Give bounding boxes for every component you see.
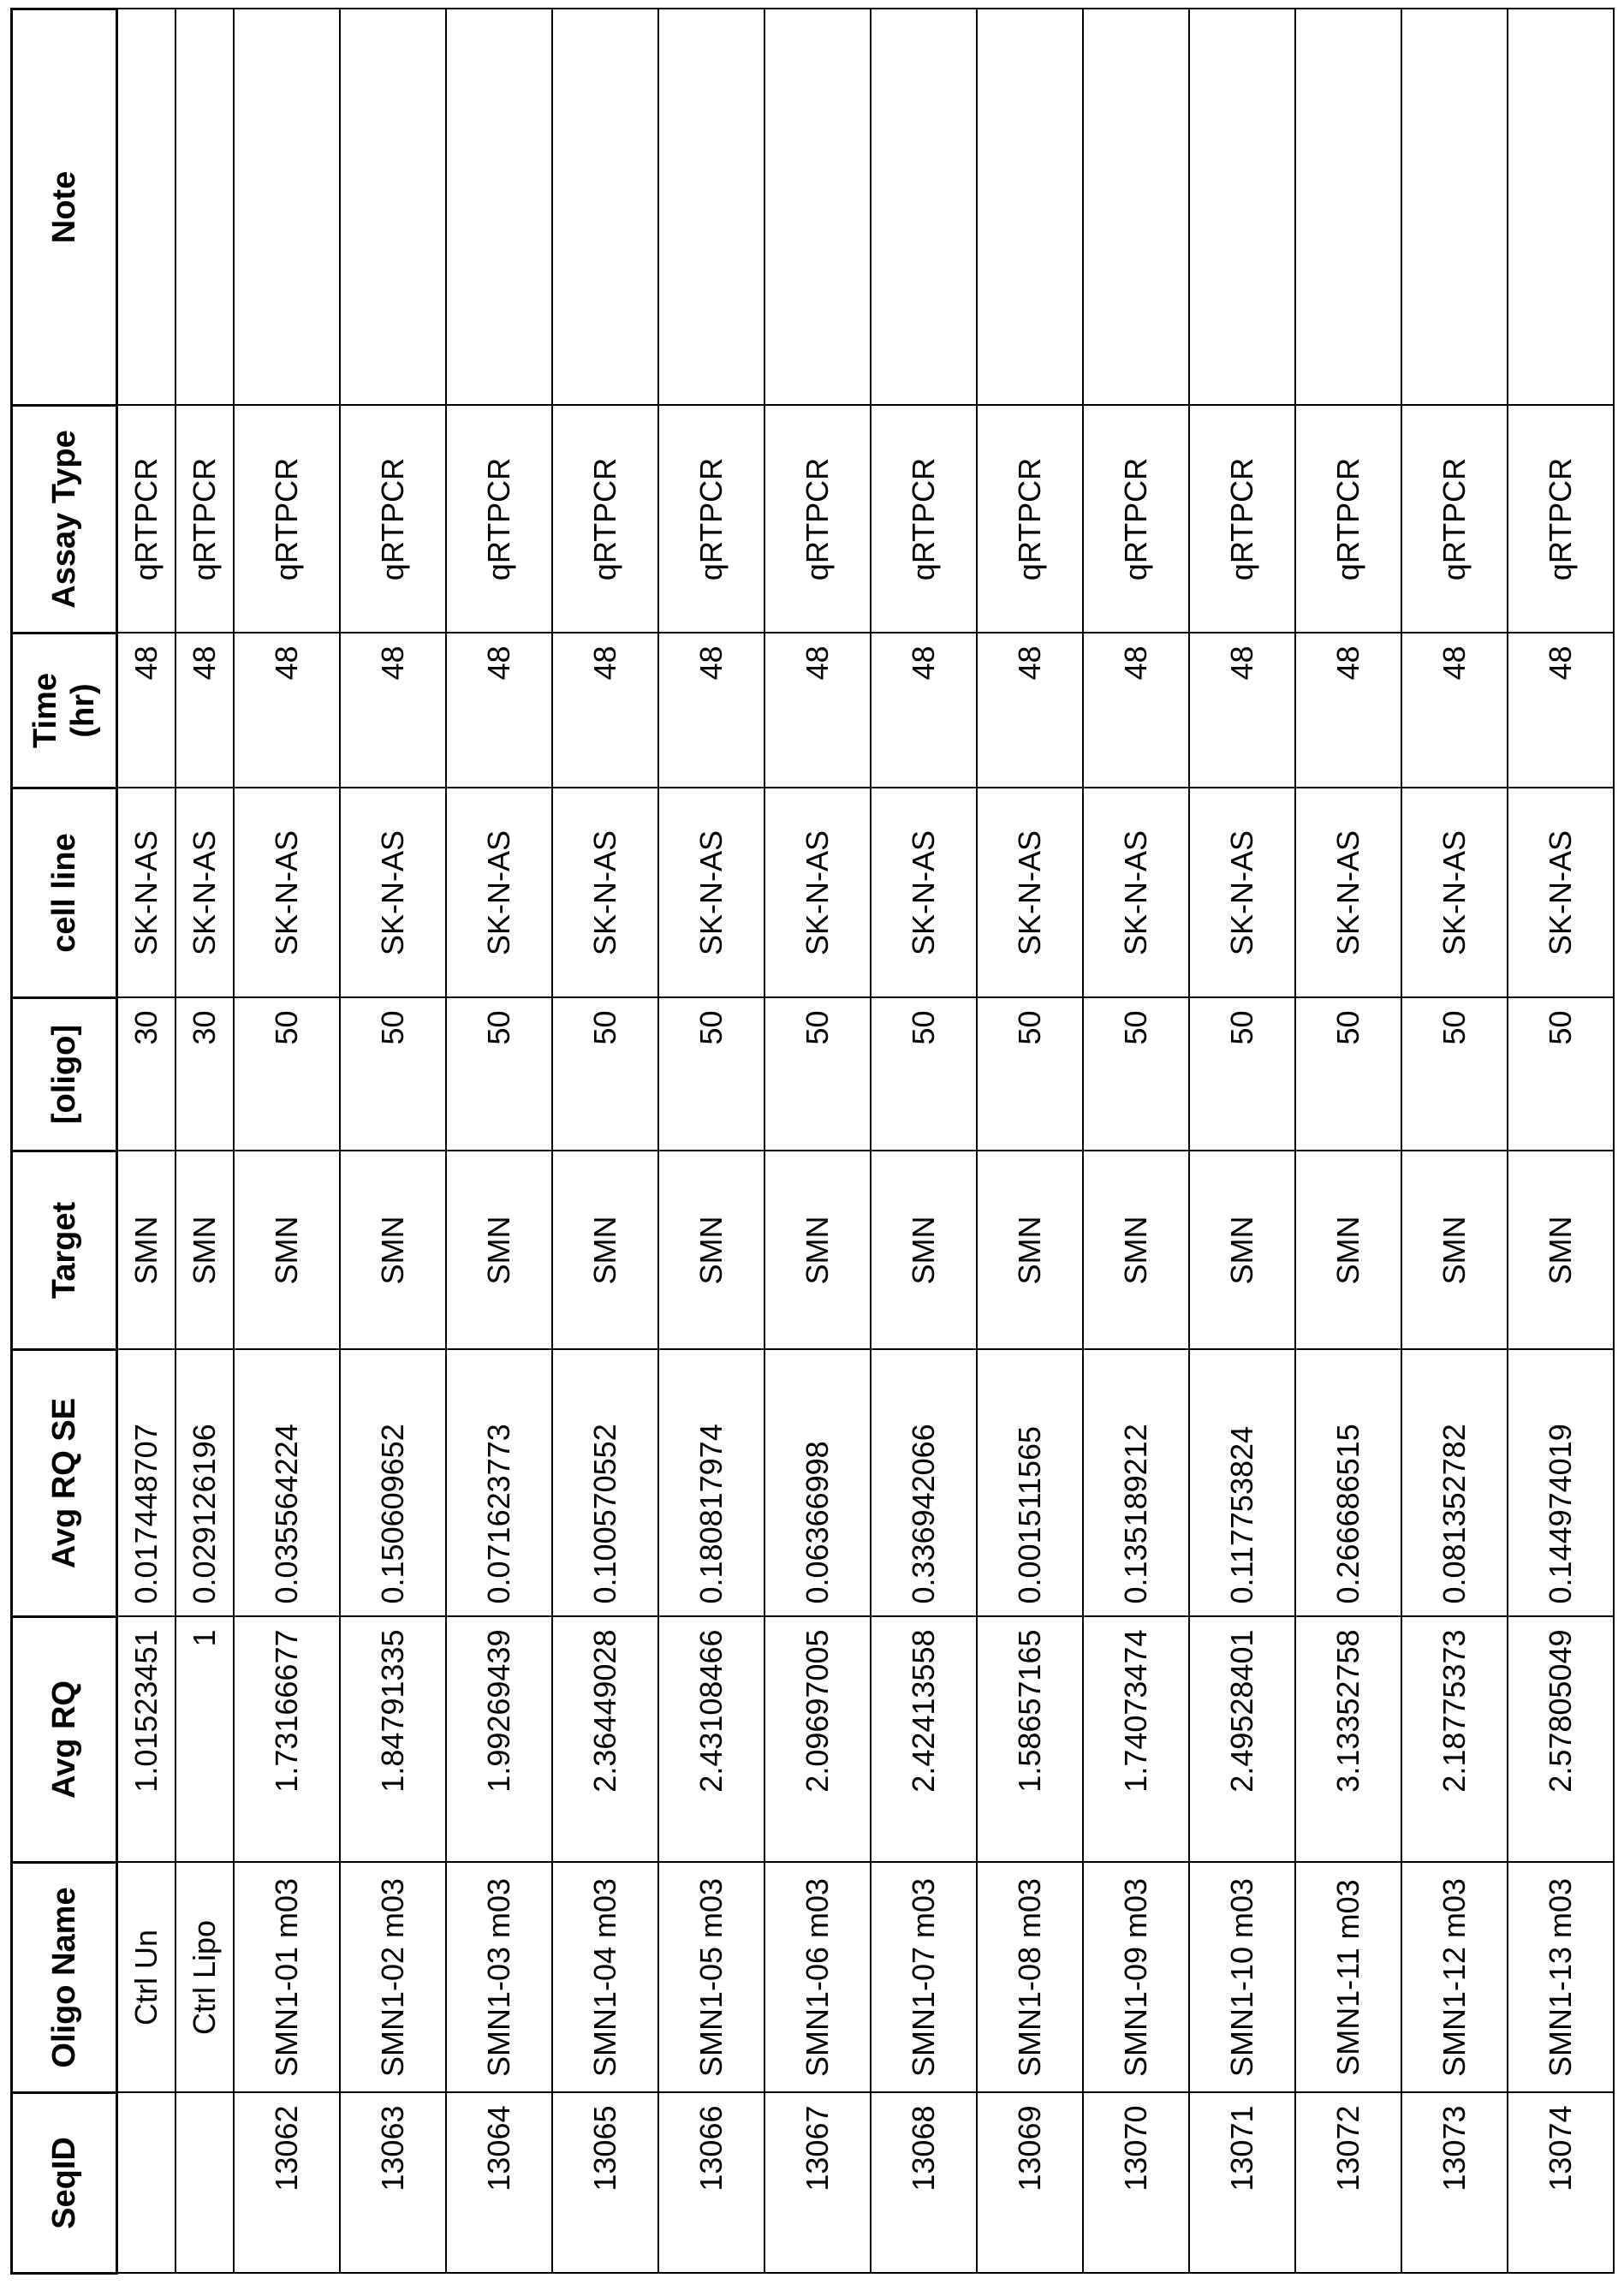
- target-cell: SMN: [1083, 1151, 1189, 1350]
- note-cell: [1401, 9, 1508, 406]
- header-target: Target: [12, 1151, 117, 1350]
- seqid-cell: 13064: [446, 2093, 552, 2274]
- avg-rq-cell: 2.42413558: [871, 1617, 977, 1863]
- assay-type-cell: qRTPCR: [1295, 406, 1401, 633]
- oligo-name-cell: SMN1-13 m03: [1508, 1863, 1614, 2093]
- oligo-name-cell: SMN1-02 m03: [340, 1863, 446, 2093]
- time-cell: 48: [340, 633, 446, 788]
- table-row: [117, 9, 175, 2274]
- seqid-cell: 13072: [1295, 2093, 1401, 2274]
- cell-line-cell: SK-N-AS: [1401, 788, 1508, 998]
- header-row: [12, 9, 117, 2274]
- header-oligo-conc: [oligo]: [12, 998, 117, 1151]
- seqid-cell: 13070: [1083, 2093, 1189, 2274]
- seqid-cell: 13065: [552, 2093, 658, 2274]
- oligo-conc-cell: 50: [1083, 998, 1189, 1151]
- avg-rq-se-cell: 0.081352782: [1401, 1350, 1508, 1617]
- note-cell: [871, 9, 977, 406]
- avg-rq-cell: 1.73166677: [234, 1617, 340, 1863]
- note-cell: [1295, 9, 1401, 406]
- avg-rq-cell: 2.18775373: [1401, 1617, 1508, 1863]
- avg-rq-cell: 1.58657165: [977, 1617, 1083, 1863]
- oligo-name-cell: SMN1-01 m03: [234, 1863, 340, 2093]
- seqid-cell: [175, 2093, 234, 2274]
- avg-rq-cell: 2.49528401: [1189, 1617, 1295, 1863]
- note-cell: [340, 9, 446, 406]
- oligo-conc-cell: 50: [552, 998, 658, 1151]
- assay-type-cell: qRTPCR: [175, 406, 234, 633]
- target-cell: SMN: [446, 1151, 552, 1350]
- table-row: [871, 9, 977, 2274]
- table-row: [658, 9, 764, 2274]
- oligo-conc-cell: 50: [1189, 998, 1295, 1151]
- avg-rq-cell: 1.74073474: [1083, 1617, 1189, 1863]
- header-time: Time (hr): [12, 633, 117, 788]
- cell-line-cell: SK-N-AS: [1508, 788, 1614, 998]
- avg-rq-cell: 1: [175, 1617, 234, 1863]
- avg-rq-se-cell: 0.06366998: [764, 1350, 871, 1617]
- oligo-name-cell: SMN1-06 m03: [764, 1863, 871, 2093]
- time-cell: 48: [446, 633, 552, 788]
- time-cell: 48: [1295, 633, 1401, 788]
- rotated-page: [10, 10, 1614, 2275]
- oligo-conc-cell: 30: [175, 998, 234, 1151]
- note-cell: [117, 9, 175, 406]
- avg-rq-se-cell: 0.035564224: [234, 1350, 340, 1617]
- seqid-cell: 13062: [234, 2093, 340, 2274]
- time-cell: 48: [1083, 633, 1189, 788]
- cell-line-cell: SK-N-AS: [552, 788, 658, 998]
- assay-type-cell: qRTPCR: [1083, 406, 1189, 633]
- oligo-name-cell: Ctrl Un: [117, 1863, 175, 2093]
- results-table: [10, 8, 1615, 2275]
- oligo-name-cell: Ctrl Lipo: [175, 1863, 234, 2093]
- table-row: [764, 9, 871, 2274]
- note-cell: [446, 9, 552, 406]
- seqid-cell: 13068: [871, 2093, 977, 2274]
- seqid-cell: 13069: [977, 2093, 1083, 2274]
- seqid-cell: 13071: [1189, 2093, 1295, 2274]
- target-cell: SMN: [117, 1151, 175, 1350]
- table-row: [1508, 9, 1614, 2274]
- target-cell: SMN: [552, 1151, 658, 1350]
- cell-line-cell: SK-N-AS: [1189, 788, 1295, 998]
- oligo-conc-cell: 50: [871, 998, 977, 1151]
- avg-rq-cell: 1.84791335: [340, 1617, 446, 1863]
- oligo-name-cell: SMN1-10 m03: [1189, 1863, 1295, 2093]
- table-row: [1401, 9, 1508, 2274]
- table-row: [175, 9, 234, 2274]
- avg-rq-se-cell: 0.135189212: [1083, 1350, 1189, 1617]
- oligo-conc-cell: 50: [764, 998, 871, 1151]
- oligo-conc-cell: 50: [446, 998, 552, 1151]
- cell-line-cell: SK-N-AS: [340, 788, 446, 998]
- time-cell: 48: [977, 633, 1083, 788]
- assay-type-cell: qRTPCR: [117, 406, 175, 633]
- avg-rq-se-cell: 0.144974019: [1508, 1350, 1614, 1617]
- header-seqid: SeqID: [12, 2093, 117, 2274]
- assay-type-cell: qRTPCR: [552, 406, 658, 633]
- note-cell: [552, 9, 658, 406]
- oligo-conc-cell: 50: [977, 998, 1083, 1151]
- time-cell: 48: [871, 633, 977, 788]
- assay-type-cell: qRTPCR: [871, 406, 977, 633]
- avg-rq-se-cell: 0.336942066: [871, 1350, 977, 1617]
- time-cell: 48: [552, 633, 658, 788]
- target-cell: SMN: [340, 1151, 446, 1350]
- oligo-conc-cell: 50: [1401, 998, 1508, 1151]
- table-row: [552, 9, 658, 2274]
- assay-type-cell: qRTPCR: [977, 406, 1083, 633]
- note-cell: [1189, 9, 1295, 406]
- avg-rq-cell: 3.13352758: [1295, 1617, 1401, 1863]
- oligo-name-cell: SMN1-05 m03: [658, 1863, 764, 2093]
- target-cell: SMN: [1189, 1151, 1295, 1350]
- header-avg-rq-se: Avg RQ SE: [12, 1350, 117, 1617]
- seqid-cell: 13073: [1401, 2093, 1508, 2274]
- time-cell: 48: [234, 633, 340, 788]
- avg-rq-cell: 2.09697005: [764, 1617, 871, 1863]
- time-cell: 48: [658, 633, 764, 788]
- oligo-name-cell: SMN1-03 m03: [446, 1863, 552, 2093]
- oligo-conc-cell: 50: [658, 998, 764, 1151]
- assay-type-cell: qRTPCR: [340, 406, 446, 633]
- target-cell: SMN: [175, 1151, 234, 1350]
- time-cell: 48: [764, 633, 871, 788]
- cell-line-cell: SK-N-AS: [234, 788, 340, 998]
- assay-type-cell: qRTPCR: [446, 406, 552, 633]
- table-row: [340, 9, 446, 2274]
- seqid-cell: 13063: [340, 2093, 446, 2274]
- assay-type-cell: qRTPCR: [1401, 406, 1508, 633]
- avg-rq-se-cell: 0.150609652: [340, 1350, 446, 1617]
- avg-rq-se-cell: 0.100570552: [552, 1350, 658, 1617]
- note-cell: [977, 9, 1083, 406]
- assay-type-cell: qRTPCR: [1189, 406, 1295, 633]
- time-cell: 48: [1189, 633, 1295, 788]
- cell-line-cell: SK-N-AS: [1295, 788, 1401, 998]
- seqid-cell: 13074: [1508, 2093, 1614, 2274]
- avg-rq-se-cell: 0.180817974: [658, 1350, 764, 1617]
- header-avg-rq: Avg RQ: [12, 1617, 117, 1863]
- oligo-name-cell: SMN1-12 m03: [1401, 1863, 1508, 2093]
- oligo-conc-cell: 50: [234, 998, 340, 1151]
- oligo-name-cell: SMN1-08 m03: [977, 1863, 1083, 2093]
- time-cell: 48: [117, 633, 175, 788]
- target-cell: SMN: [234, 1151, 340, 1350]
- avg-rq-cell: 2.43108466: [658, 1617, 764, 1863]
- avg-rq-cell: 2.36449028: [552, 1617, 658, 1863]
- target-cell: SMN: [764, 1151, 871, 1350]
- oligo-name-cell: SMN1-11 m03: [1295, 1863, 1401, 2093]
- avg-rq-cell: 1.99269439: [446, 1617, 552, 1863]
- assay-type-cell: qRTPCR: [1508, 406, 1614, 633]
- seqid-cell: 13066: [658, 2093, 764, 2274]
- note-cell: [1508, 9, 1614, 406]
- note-cell: [764, 9, 871, 406]
- oligo-name-cell: SMN1-04 m03: [552, 1863, 658, 2093]
- avg-rq-se-cell: 0.017448707: [117, 1350, 175, 1617]
- cell-line-cell: SK-N-AS: [175, 788, 234, 998]
- time-cell: 48: [1401, 633, 1508, 788]
- avg-rq-cell: 1.01523451: [117, 1617, 175, 1863]
- header-oligo-name: Oligo Name: [12, 1863, 117, 2093]
- target-cell: SMN: [1295, 1151, 1401, 1350]
- oligo-conc-cell: 30: [117, 998, 175, 1151]
- time-cell: 48: [175, 633, 234, 788]
- cell-line-cell: SK-N-AS: [764, 788, 871, 998]
- oligo-conc-cell: 50: [1508, 998, 1614, 1151]
- table-body: [117, 9, 1614, 2274]
- cell-line-cell: SK-N-AS: [871, 788, 977, 998]
- target-cell: SMN: [871, 1151, 977, 1350]
- target-cell: SMN: [1508, 1151, 1614, 1350]
- avg-rq-se-cell: 0.117753824: [1189, 1350, 1295, 1617]
- target-cell: SMN: [658, 1151, 764, 1350]
- header-assay-type: Assay Type: [12, 406, 117, 633]
- header-cell-line: cell line: [12, 788, 117, 998]
- cell-line-cell: SK-N-AS: [977, 788, 1083, 998]
- note-cell: [175, 9, 234, 406]
- seqid-cell: 13067: [764, 2093, 871, 2274]
- table-row: [977, 9, 1083, 2274]
- target-cell: SMN: [977, 1151, 1083, 1350]
- seqid-cell: [117, 2093, 175, 2274]
- oligo-conc-cell: 50: [1295, 998, 1401, 1151]
- table-row: [1083, 9, 1189, 2274]
- table-row: [234, 9, 340, 2274]
- header-note: Note: [12, 9, 117, 406]
- target-cell: SMN: [1401, 1151, 1508, 1350]
- cell-line-cell: SK-N-AS: [117, 788, 175, 998]
- oligo-name-cell: SMN1-09 m03: [1083, 1863, 1189, 2093]
- avg-rq-se-cell: 0.071623773: [446, 1350, 552, 1617]
- note-cell: [658, 9, 764, 406]
- cell-line-cell: SK-N-AS: [658, 788, 764, 998]
- time-cell: 48: [1508, 633, 1614, 788]
- avg-rq-se-cell: 0.001511565: [977, 1350, 1083, 1617]
- assay-type-cell: qRTPCR: [658, 406, 764, 633]
- note-cell: [1083, 9, 1189, 406]
- oligo-name-cell: SMN1-07 m03: [871, 1863, 977, 2093]
- avg-rq-cell: 2.57805049: [1508, 1617, 1614, 1863]
- oligo-conc-cell: 50: [340, 998, 446, 1151]
- cell-line-cell: SK-N-AS: [1083, 788, 1189, 998]
- cell-line-cell: SK-N-AS: [446, 788, 552, 998]
- avg-rq-se-cell: 0.029126196: [175, 1350, 234, 1617]
- assay-type-cell: qRTPCR: [764, 406, 871, 633]
- table-row: [446, 9, 552, 2274]
- table-row: [1189, 9, 1295, 2274]
- assay-type-cell: qRTPCR: [234, 406, 340, 633]
- table-row: [1295, 9, 1401, 2274]
- note-cell: [234, 9, 340, 406]
- avg-rq-se-cell: 0.266686515: [1295, 1350, 1401, 1617]
